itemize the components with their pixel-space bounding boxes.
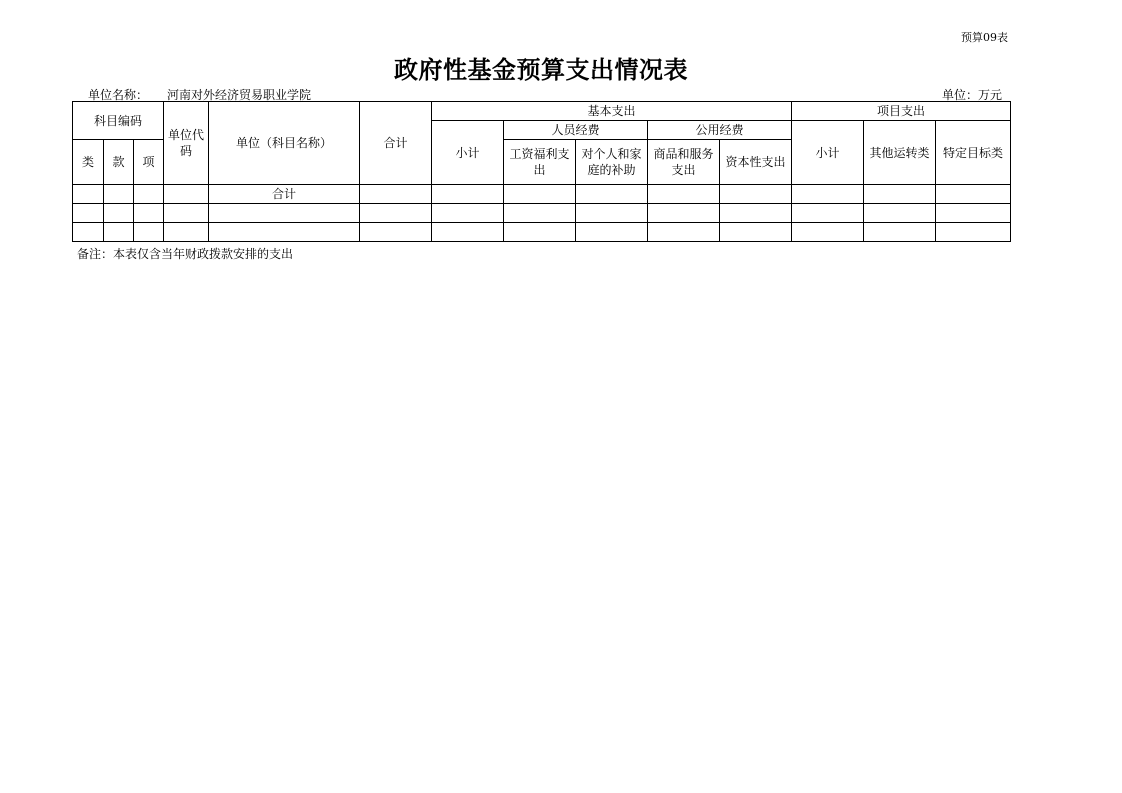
header-item: 项 (134, 140, 164, 185)
cell-basic-subtotal (432, 185, 504, 204)
cell-name (209, 223, 360, 242)
header-public-expenses: 公用经费 (648, 121, 792, 140)
header-goods-services: 商品和服务支出 (648, 140, 720, 185)
cell-goods-services (648, 185, 720, 204)
cell-household-subsidy (576, 223, 648, 242)
cell-name: 合计 (209, 185, 360, 204)
cell-unit-code (164, 204, 209, 223)
cell-item (134, 204, 164, 223)
form-code: 预算09表 (961, 31, 1008, 44)
cell-goods-services (648, 204, 720, 223)
header-capital-expenditure: 资本性支出 (720, 140, 792, 185)
cell-specific-target (936, 185, 1011, 204)
header-wages-welfare: 工资福利支出 (504, 140, 576, 185)
header-specific-target: 特定目标类 (936, 121, 1011, 185)
cell-category (73, 204, 104, 223)
cell-specific-target (936, 223, 1011, 242)
cell-wages-welfare (504, 185, 576, 204)
cell-household-subsidy (576, 185, 648, 204)
header-personnel-expenses: 人员经费 (504, 121, 648, 140)
cell-unit-code (164, 185, 209, 204)
cell-other-operations (864, 223, 936, 242)
header-section: 款 (104, 140, 134, 185)
cell-project-subtotal (792, 204, 864, 223)
cell-other-operations (864, 204, 936, 223)
cell-wages-welfare (504, 223, 576, 242)
budget-table (72, 101, 1011, 242)
cell-unit-code (164, 223, 209, 242)
cell-item (134, 223, 164, 242)
cell-item (134, 185, 164, 204)
unit-name-value: 河南对外经济贸易职业学院 (167, 88, 312, 102)
cell-section (104, 185, 134, 204)
header-unit-code: 单位代码 (164, 102, 209, 185)
cell-goods-services (648, 223, 720, 242)
header-total: 合计 (360, 102, 432, 185)
cell-total (360, 223, 432, 242)
cell-basic-subtotal (432, 223, 504, 242)
cell-total (360, 185, 432, 204)
header-subject-code: 科目编码 (73, 102, 164, 140)
header-row-1 (73, 102, 1011, 121)
cell-other-operations (864, 185, 936, 204)
currency-unit-label: 单位：万元 (941, 88, 1002, 102)
table-row (73, 223, 1011, 242)
header-basic-expenditure: 基本支出 (432, 102, 792, 121)
cell-capital (720, 223, 792, 242)
header-project-expenditure: 项目支出 (792, 102, 1011, 121)
header-project-subtotal: 小计 (792, 121, 864, 185)
header-basic-subtotal: 小计 (432, 121, 504, 185)
cell-basic-subtotal (432, 204, 504, 223)
page-title: 政府性基金预算支出情况表 (394, 55, 688, 84)
cell-capital (720, 185, 792, 204)
header-category: 类 (73, 140, 104, 185)
cell-household-subsidy (576, 204, 648, 223)
header-unit-subject-name: 单位（科目名称） (209, 102, 360, 185)
unit-name-label: 单位名称： (88, 88, 149, 102)
cell-wages-welfare (504, 204, 576, 223)
footnote: 备注：本表仅含当年财政拨款安排的支出 (77, 247, 294, 261)
cell-name (209, 204, 360, 223)
cell-category (73, 185, 104, 204)
header-other-operations: 其他运转类 (864, 121, 936, 185)
cell-total (360, 204, 432, 223)
cell-section (104, 223, 134, 242)
cell-category (73, 223, 104, 242)
table-row (73, 185, 1011, 204)
cell-specific-target (936, 204, 1011, 223)
table-row (73, 204, 1011, 223)
header-household-subsidy: 对个人和家庭的补助 (576, 140, 648, 185)
cell-section (104, 204, 134, 223)
cell-project-subtotal (792, 185, 864, 204)
cell-project-subtotal (792, 223, 864, 242)
cell-capital (720, 204, 792, 223)
